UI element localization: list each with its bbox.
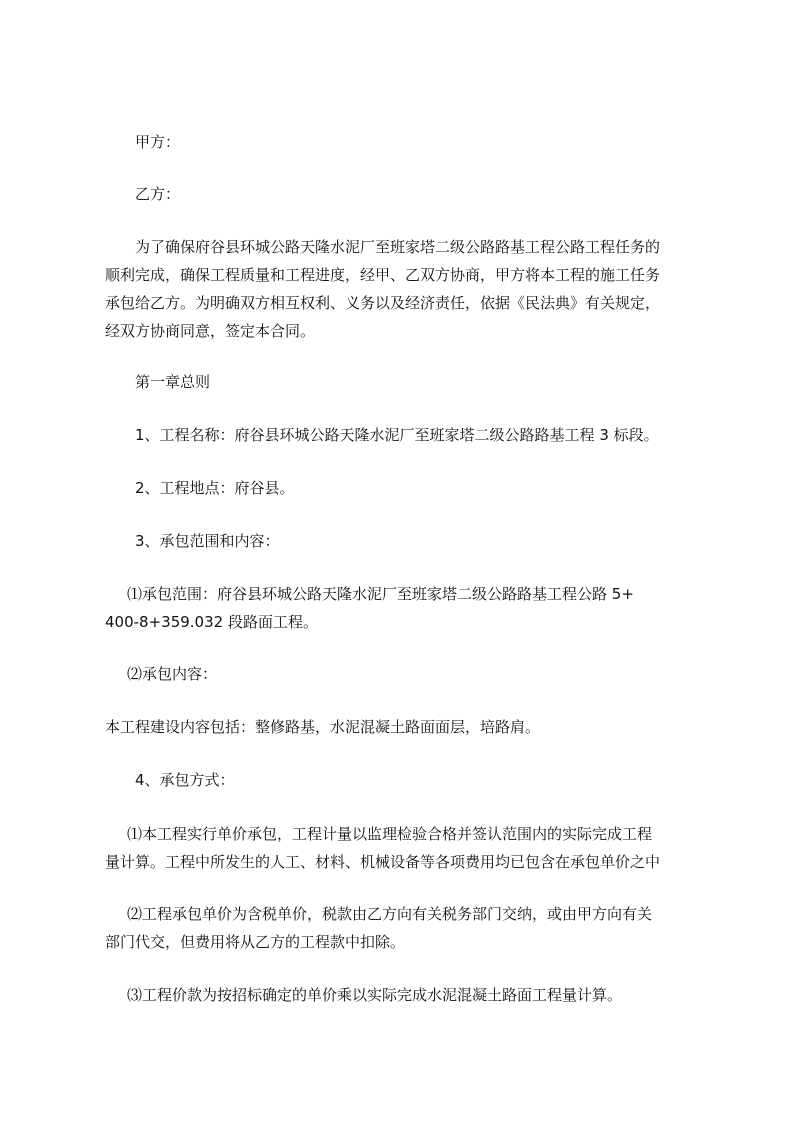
item-3-text: 3、承包范围和内容： (135, 532, 280, 550)
item-4-3 (105, 981, 717, 1009)
item-4-1 (105, 820, 695, 876)
item-1 (105, 421, 725, 449)
item-3-1-line: ⑴承包范围：府谷县环城公路天隆水泥厂至班家塔二级公路路基工程公路 5+ (127, 585, 634, 603)
item-4-1-line: 量计算。工程中所发生的人工、材料、机械设备等各项费用均已包含在承包单价之中 (105, 853, 661, 871)
intro-line: 顺利完成，确保工程质量和工程进度，经甲、乙双方协商，甲方将本工程的施工任务 (105, 266, 661, 284)
item-3-2-text: ⑵承包内容： (127, 665, 218, 683)
item-2 (105, 474, 725, 502)
party-a-text: 甲方： (135, 133, 181, 151)
intro-line: 为了确保府谷县环城公路天隆水泥厂至班家塔二级公路路基工程公路工程任务的 (135, 238, 661, 256)
item-3 (105, 527, 725, 555)
item-4-2-line: 部门代交，但费用将从乙方的工程款中扣除。 (105, 933, 406, 951)
item-4-2-line: ⑵工程承包单价为含税单价，税款由乙方向有关税务部门交纳，或由甲方向有关 (127, 905, 653, 923)
intro-paragraph (105, 233, 695, 345)
intro-line: 经双方协商同意，签定本合同。 (105, 322, 316, 340)
item-4-3-text: ⑶工程价款为按招标确定的单价乘以实际完成水泥混凝土路面工程量计算。 (127, 986, 623, 1004)
item-3-2-body-text: 本工程建设内容包括：整修路基，水泥混凝土路面面层，培路肩。 (105, 718, 541, 736)
item-4 (105, 766, 725, 794)
party-b-text: 乙方： (135, 185, 181, 203)
item-4-text: 4、承包方式： (135, 771, 235, 789)
party-a-line (105, 128, 725, 156)
item-3-1 (105, 580, 695, 636)
item-3-2 (105, 660, 717, 688)
item-2-text: 2、工程地点：府谷县。 (135, 479, 295, 497)
item-3-1-line: 400-8+359.032 段路面工程。 (105, 613, 318, 631)
intro-line: 承包给乙方。为明确双方相互权利、义务以及经济责任，依据《民法典》有关规定， (105, 294, 661, 312)
item-4-2 (105, 900, 695, 956)
item-4-1-line: ⑴本工程实行单价承包，工程计量以监理检验合格并签认范围内的实际完成工程 (127, 825, 653, 843)
item-3-2-body (105, 713, 695, 741)
party-b-line (105, 180, 725, 208)
chapter-title (105, 368, 725, 396)
item-1-text: 1、工程名称：府谷县环城公路天隆水泥厂至班家塔二级公路路基工程 3 标段。 (135, 426, 659, 444)
chapter-title-text: 第一章总则 (135, 373, 211, 391)
